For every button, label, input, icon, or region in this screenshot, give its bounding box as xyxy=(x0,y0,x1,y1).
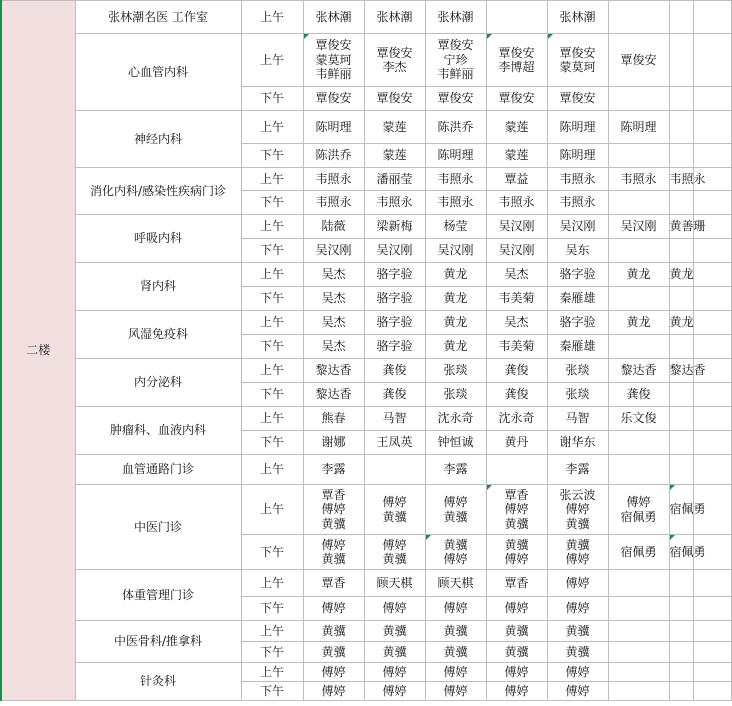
period-cell[interactable]: 下午 xyxy=(241,239,303,263)
empty-cell[interactable] xyxy=(693,407,732,431)
doctor-cell[interactable]: 张林潮 xyxy=(547,1,608,34)
doctor-cell[interactable]: 傅婷 xyxy=(364,682,425,701)
doctor-cell[interactable]: 骆字验 xyxy=(547,311,608,335)
doctor-cell[interactable] xyxy=(608,335,669,359)
doctor-cell[interactable]: 张琰 xyxy=(425,359,486,383)
doctor-cell[interactable]: 黄龙 xyxy=(425,335,486,359)
doctor-cell[interactable] xyxy=(669,455,693,485)
doctor-cell[interactable]: 傅婷 黄骥 xyxy=(303,535,364,570)
empty-cell[interactable] xyxy=(693,111,732,144)
doctor-cell[interactable]: 黄骥 傅婷 xyxy=(486,535,547,570)
doctor-cell[interactable] xyxy=(669,407,693,431)
doctor-cell[interactable]: 陈洪乔 xyxy=(303,144,364,168)
doctor-cell[interactable]: 骆字验 xyxy=(364,287,425,311)
period-cell[interactable]: 上午 xyxy=(241,621,303,642)
doctor-cell[interactable]: 黄龙 xyxy=(608,263,669,287)
empty-cell[interactable] xyxy=(693,287,732,311)
schedule-row xyxy=(1,407,732,431)
floor-label[interactable]: 二楼 xyxy=(1,1,75,701)
doctor-cell[interactable]: 韦照永 xyxy=(669,168,693,191)
period-cell[interactable]: 下午 xyxy=(241,597,303,621)
doctor-cell[interactable]: 陈明理 xyxy=(303,111,364,144)
schedule-row xyxy=(1,263,732,287)
doctor-cell[interactable]: 傅婷 xyxy=(364,663,425,682)
doctor-cell[interactable] xyxy=(608,597,669,621)
doctor-cell[interactable]: 傅婷 黄骥 xyxy=(425,485,486,535)
doctor-cell[interactable] xyxy=(669,111,693,144)
doctor-cell[interactable]: 傅婷 宿佩勇 xyxy=(608,485,669,535)
doctor-cell[interactable] xyxy=(669,597,693,621)
doctor-cell[interactable]: 王凤英 xyxy=(364,431,425,455)
doctor-cell[interactable]: 傅婷 xyxy=(486,597,547,621)
doctor-cell[interactable]: 黄骥 傅婷 xyxy=(547,535,608,570)
empty-cell[interactable] xyxy=(693,642,732,663)
doctor-cell[interactable] xyxy=(669,287,693,311)
doctor-cell[interactable]: 马智 xyxy=(364,407,425,431)
doctor-cell[interactable]: 吴杰 xyxy=(303,335,364,359)
doctor-cell[interactable]: 黄龙 xyxy=(425,311,486,335)
empty-cell[interactable] xyxy=(693,621,732,642)
doctor-cell[interactable] xyxy=(608,1,669,34)
doctor-cell[interactable]: 蒙莲 xyxy=(486,111,547,144)
doctor-cell[interactable] xyxy=(608,87,669,111)
doctor-cell[interactable]: 宿佩勇 xyxy=(608,535,669,570)
doctor-cell[interactable]: 吴杰 xyxy=(486,311,547,335)
doctor-cell[interactable]: 潘丽莹 xyxy=(364,168,425,191)
doctor-cell[interactable]: 韦照永 xyxy=(547,191,608,215)
doctor-cell[interactable]: 黄骥 xyxy=(303,642,364,663)
doctor-cell[interactable]: 张云波 傅婷 黄骥 xyxy=(547,485,608,535)
doctor-cell[interactable]: 覃香 xyxy=(303,570,364,597)
doctor-cell[interactable]: 傅婷 xyxy=(425,663,486,682)
doctor-cell[interactable]: 覃俊安 xyxy=(547,87,608,111)
schedule-row xyxy=(1,570,732,597)
empty-cell[interactable] xyxy=(693,570,732,597)
doctor-cell[interactable] xyxy=(608,642,669,663)
schedule-body xyxy=(1,1,732,701)
empty-cell[interactable] xyxy=(693,87,732,111)
doctor-cell[interactable] xyxy=(669,144,693,168)
empty-cell[interactable] xyxy=(693,263,732,287)
doctor-cell[interactable] xyxy=(608,431,669,455)
doctor-cell[interactable]: 黄骥 xyxy=(364,642,425,663)
doctor-cell[interactable]: 吴汉刚 xyxy=(425,239,486,263)
doctor-cell[interactable]: 韦照永 xyxy=(303,168,364,191)
department-name[interactable]: 针灸科 xyxy=(75,663,241,701)
empty-cell[interactable] xyxy=(693,455,732,485)
empty-cell[interactable] xyxy=(693,383,732,407)
doctor-cell[interactable]: 黄龙 xyxy=(608,311,669,335)
doctor-cell[interactable]: 陈明理 xyxy=(547,144,608,168)
doctor-cell[interactable]: 谢华东 xyxy=(547,431,608,455)
doctor-cell[interactable]: 吴杰 xyxy=(303,311,364,335)
doctor-cell[interactable]: 张林潮 xyxy=(425,1,486,34)
doctor-cell[interactable]: 张林潮 xyxy=(303,1,364,34)
doctor-cell[interactable]: 傅婷 xyxy=(547,663,608,682)
period-cell[interactable]: 下午 xyxy=(241,144,303,168)
schedule-row xyxy=(1,455,732,485)
empty-cell[interactable] xyxy=(693,597,732,621)
doctor-cell[interactable] xyxy=(608,191,669,215)
doctor-cell[interactable]: 黎达香 xyxy=(608,359,669,383)
doctor-cell[interactable]: 李露 xyxy=(303,455,364,485)
doctor-cell[interactable]: 钟恒诚 xyxy=(425,431,486,455)
doctor-cell[interactable]: 陈明理 xyxy=(425,144,486,168)
schedule-row xyxy=(1,663,732,682)
doctor-cell[interactable]: 覃香 傅婷 黄骥 xyxy=(486,485,547,535)
doctor-cell[interactable]: 陈明理 xyxy=(547,111,608,144)
doctor-cell[interactable]: 黄骥 xyxy=(547,642,608,663)
period-cell[interactable]: 下午 xyxy=(241,335,303,359)
doctor-cell[interactable] xyxy=(486,1,547,34)
doctor-cell[interactable] xyxy=(608,570,669,597)
doctor-cell[interactable]: 傅婷 xyxy=(303,663,364,682)
doctor-cell[interactable]: 骆字验 xyxy=(547,263,608,287)
doctor-cell[interactable] xyxy=(608,682,669,701)
period-cell[interactable]: 上午 xyxy=(241,111,303,144)
doctor-cell[interactable]: 韦照永 xyxy=(547,168,608,191)
doctor-cell[interactable]: 黄龙 xyxy=(425,287,486,311)
doctor-cell[interactable]: 覃俊安 xyxy=(486,87,547,111)
doctor-cell[interactable]: 蒙莲 xyxy=(486,144,547,168)
doctor-cell[interactable] xyxy=(608,239,669,263)
doctor-cell[interactable]: 黄善珊 xyxy=(669,215,693,239)
doctor-cell[interactable]: 梁新梅 xyxy=(364,215,425,239)
doctor-cell[interactable] xyxy=(608,144,669,168)
period-cell[interactable]: 上午 xyxy=(241,570,303,597)
department-name[interactable]: 消化内科/感染性疾病门诊 xyxy=(75,168,241,215)
doctor-cell[interactable]: 覃益 xyxy=(486,168,547,191)
schedule-row xyxy=(1,34,732,87)
doctor-cell[interactable]: 傅婷 黄骥 xyxy=(364,535,425,570)
doctor-cell[interactable]: 傅婷 xyxy=(486,663,547,682)
doctor-cell[interactable]: 宿佩勇 xyxy=(669,535,693,570)
period-cell[interactable]: 下午 xyxy=(241,642,303,663)
schedule-row xyxy=(1,359,732,383)
doctor-cell[interactable]: 龚俊 xyxy=(486,383,547,407)
doctor-cell[interactable]: 吴汉刚 xyxy=(303,239,364,263)
doctor-cell[interactable] xyxy=(669,34,693,87)
period-cell[interactable]: 上午 xyxy=(241,485,303,535)
doctor-cell[interactable]: 骆字验 xyxy=(364,263,425,287)
doctor-cell[interactable] xyxy=(669,335,693,359)
period-cell[interactable]: 上午 xyxy=(241,1,303,34)
doctor-cell[interactable]: 黎达香 xyxy=(303,359,364,383)
doctor-cell[interactable]: 黄骥 xyxy=(547,621,608,642)
period-cell[interactable]: 上午 xyxy=(241,407,303,431)
doctor-cell[interactable]: 傅婷 xyxy=(303,597,364,621)
doctor-cell[interactable] xyxy=(669,87,693,111)
department-name[interactable]: 神经内科 xyxy=(75,111,241,168)
schedule-row xyxy=(1,311,732,335)
department-name[interactable]: 心血管内科 xyxy=(75,34,241,111)
department-name[interactable]: 呼吸内科 xyxy=(75,215,241,263)
doctor-cell[interactable]: 张琰 xyxy=(425,383,486,407)
doctor-cell[interactable]: 韦照永 xyxy=(303,191,364,215)
doctor-cell[interactable]: 韦照永 xyxy=(425,168,486,191)
empty-cell[interactable] xyxy=(693,335,732,359)
doctor-cell[interactable]: 傅婷 xyxy=(303,682,364,701)
empty-cell[interactable] xyxy=(693,1,732,34)
doctor-cell[interactable]: 覃俊安 李杰 xyxy=(364,34,425,87)
doctor-cell[interactable] xyxy=(669,570,693,597)
period-cell[interactable]: 上午 xyxy=(241,34,303,87)
doctor-cell[interactable]: 谢娜 xyxy=(303,431,364,455)
doctor-cell[interactable]: 沈永奇 xyxy=(425,407,486,431)
period-cell[interactable]: 上午 xyxy=(241,663,303,682)
doctor-cell[interactable]: 吴东 xyxy=(547,239,608,263)
period-cell[interactable]: 下午 xyxy=(241,87,303,111)
empty-cell[interactable] xyxy=(693,191,732,215)
doctor-cell[interactable]: 傅婷 黄骥 xyxy=(364,485,425,535)
period-cell[interactable]: 上午 xyxy=(241,263,303,287)
doctor-cell[interactable]: 覃俊安 xyxy=(425,87,486,111)
empty-cell[interactable] xyxy=(693,144,732,168)
doctor-cell[interactable]: 顾天棋 xyxy=(364,570,425,597)
doctor-cell[interactable] xyxy=(669,239,693,263)
doctor-cell[interactable]: 韦美菊 xyxy=(486,287,547,311)
doctor-cell[interactable]: 蒙莲 xyxy=(364,144,425,168)
doctor-cell[interactable]: 吴汉刚 xyxy=(364,239,425,263)
doctor-cell[interactable] xyxy=(669,621,693,642)
doctor-cell[interactable] xyxy=(669,431,693,455)
period-cell[interactable]: 上午 xyxy=(241,168,303,191)
doctor-cell[interactable]: 龚俊 xyxy=(608,383,669,407)
doctor-cell[interactable]: 黎达香 xyxy=(303,383,364,407)
department-name[interactable]: 中医骨科/推拿科 xyxy=(75,621,241,663)
empty-cell[interactable] xyxy=(693,682,732,701)
doctor-cell[interactable]: 傅婷 xyxy=(364,597,425,621)
empty-cell[interactable] xyxy=(693,311,732,335)
doctor-cell[interactable]: 吴杰 xyxy=(303,287,364,311)
doctor-cell[interactable]: 张琰 xyxy=(547,359,608,383)
doctor-cell[interactable]: 张林潮 xyxy=(364,1,425,34)
doctor-cell[interactable]: 龚俊 xyxy=(364,383,425,407)
doctor-cell[interactable]: 龚俊 xyxy=(486,359,547,383)
doctor-cell[interactable]: 黄丹 xyxy=(486,431,547,455)
doctor-cell[interactable]: 陆薇 xyxy=(303,215,364,239)
schedule-row xyxy=(1,621,732,642)
doctor-cell[interactable]: 韦照永 xyxy=(486,191,547,215)
doctor-cell[interactable]: 覃俊安 xyxy=(303,87,364,111)
doctor-cell[interactable]: 覃俊安 xyxy=(364,87,425,111)
doctor-cell[interactable] xyxy=(669,191,693,215)
doctor-cell[interactable]: 张琰 xyxy=(547,383,608,407)
doctor-cell[interactable]: 黄龙 xyxy=(669,263,693,287)
doctor-cell[interactable]: 韦美菊 xyxy=(486,335,547,359)
period-cell[interactable]: 下午 xyxy=(241,191,303,215)
doctor-cell[interactable] xyxy=(608,287,669,311)
doctor-cell[interactable]: 陈明理 xyxy=(608,111,669,144)
doctor-cell[interactable]: 黄龙 xyxy=(669,311,693,335)
doctor-cell[interactable]: 黄龙 xyxy=(425,263,486,287)
schedule-row xyxy=(1,485,732,535)
doctor-cell[interactable]: 黎达香 xyxy=(669,359,693,383)
department-name[interactable]: 肿瘤科、血液内科 xyxy=(75,407,241,455)
department-name[interactable]: 体重管理门诊 xyxy=(75,570,241,621)
doctor-cell[interactable]: 杨莹 xyxy=(425,215,486,239)
doctor-cell[interactable]: 秦雁雄 xyxy=(547,335,608,359)
department-name[interactable]: 中医门诊 xyxy=(75,485,241,570)
doctor-cell[interactable]: 沈永奇 xyxy=(486,407,547,431)
period-cell[interactable]: 下午 xyxy=(241,287,303,311)
period-cell[interactable]: 上午 xyxy=(241,455,303,485)
doctor-cell[interactable]: 骆字验 xyxy=(364,311,425,335)
doctor-cell[interactable]: 黄骥 傅婷 xyxy=(425,535,486,570)
doctor-cell[interactable]: 李露 xyxy=(425,455,486,485)
doctor-cell[interactable] xyxy=(364,455,425,485)
department-name[interactable]: 内分泌科 xyxy=(75,359,241,407)
doctor-cell[interactable]: 黄骥 xyxy=(303,621,364,642)
schedule-row xyxy=(1,111,732,144)
empty-cell[interactable] xyxy=(693,663,732,682)
doctor-cell[interactable]: 黄骥 xyxy=(486,642,547,663)
schedule-row xyxy=(1,215,732,239)
doctor-cell[interactable]: 蒙莲 xyxy=(364,111,425,144)
doctor-cell[interactable]: 覃香 xyxy=(486,570,547,597)
empty-cell[interactable] xyxy=(693,34,732,87)
doctor-cell[interactable]: 覃俊安 蒙莫珂 xyxy=(547,34,608,87)
doctor-cell[interactable]: 韦照永 xyxy=(425,191,486,215)
period-cell[interactable]: 上午 xyxy=(241,215,303,239)
doctor-cell[interactable]: 骆字验 xyxy=(364,335,425,359)
doctor-cell[interactable]: 陈洪乔 xyxy=(425,111,486,144)
department-name[interactable]: 风湿免疫科 xyxy=(75,311,241,359)
empty-cell[interactable] xyxy=(693,239,732,263)
doctor-cell[interactable] xyxy=(669,383,693,407)
doctor-cell[interactable]: 吴汉刚 xyxy=(608,215,669,239)
doctor-cell[interactable]: 黄骥 xyxy=(364,621,425,642)
doctor-cell[interactable]: 韦照永 xyxy=(364,191,425,215)
schedule-row xyxy=(1,168,732,191)
doctor-cell[interactable]: 傅婷 xyxy=(486,682,547,701)
doctor-cell[interactable]: 黄骥 xyxy=(486,621,547,642)
doctor-cell[interactable]: 李露 xyxy=(547,455,608,485)
doctor-cell[interactable]: 吴汉刚 xyxy=(547,215,608,239)
doctor-cell[interactable] xyxy=(608,663,669,682)
doctor-cell[interactable]: 吴杰 xyxy=(303,263,364,287)
department-name[interactable]: 血管通路门诊 xyxy=(75,455,241,485)
doctor-cell[interactable] xyxy=(669,682,693,701)
doctor-cell[interactable] xyxy=(669,1,693,34)
doctor-cell[interactable]: 韦照永 xyxy=(608,168,669,191)
doctor-cell[interactable]: 黄骥 xyxy=(425,642,486,663)
empty-cell[interactable] xyxy=(693,431,732,455)
doctor-cell[interactable]: 吴汉刚 xyxy=(486,239,547,263)
period-cell[interactable]: 下午 xyxy=(241,383,303,407)
doctor-cell[interactable]: 覃俊安 宁珍 韦鲜丽 xyxy=(425,34,486,87)
doctor-cell[interactable] xyxy=(669,642,693,663)
schedule-row xyxy=(1,1,732,34)
doctor-cell[interactable]: 秦雁雄 xyxy=(547,287,608,311)
period-cell[interactable]: 下午 xyxy=(241,535,303,570)
doctor-cell[interactable]: 傅婷 xyxy=(425,597,486,621)
doctor-cell[interactable]: 宿佩勇 xyxy=(669,485,693,535)
doctor-cell[interactable]: 覃俊安 李博超 xyxy=(486,34,547,87)
doctor-cell[interactable]: 龚俊 xyxy=(364,359,425,383)
doctor-cell[interactable]: 黄骥 xyxy=(425,621,486,642)
doctor-cell[interactable]: 乐文俊 xyxy=(608,407,669,431)
doctor-cell[interactable]: 傅婷 xyxy=(547,570,608,597)
doctor-cell[interactable] xyxy=(608,621,669,642)
doctor-cell[interactable]: 顾天棋 xyxy=(425,570,486,597)
period-cell[interactable]: 下午 xyxy=(241,682,303,701)
doctor-cell[interactable] xyxy=(669,663,693,682)
doctor-cell[interactable] xyxy=(608,455,669,485)
doctor-cell[interactable]: 覃俊安 xyxy=(608,34,669,87)
period-cell[interactable]: 下午 xyxy=(241,431,303,455)
doctor-cell[interactable]: 覃俊安 蒙莫珂 韦鲜丽 xyxy=(303,34,364,87)
doctor-cell[interactable]: 熊春 xyxy=(303,407,364,431)
doctor-cell[interactable] xyxy=(486,455,547,485)
doctor-cell[interactable]: 傅婷 xyxy=(547,682,608,701)
doctor-cell[interactable]: 覃香 傅婷 黄骥 xyxy=(303,485,364,535)
doctor-cell[interactable]: 吴杰 xyxy=(486,263,547,287)
doctor-cell[interactable]: 吴汉刚 xyxy=(486,215,547,239)
department-name[interactable]: 张林潮名医 工作室 xyxy=(75,1,241,34)
doctor-cell[interactable]: 傅婷 xyxy=(547,597,608,621)
doctor-cell[interactable]: 傅婷 xyxy=(425,682,486,701)
department-name[interactable]: 肾内科 xyxy=(75,263,241,311)
period-cell[interactable]: 上午 xyxy=(241,359,303,383)
doctor-cell[interactable]: 马智 xyxy=(547,407,608,431)
period-cell[interactable]: 上午 xyxy=(241,311,303,335)
